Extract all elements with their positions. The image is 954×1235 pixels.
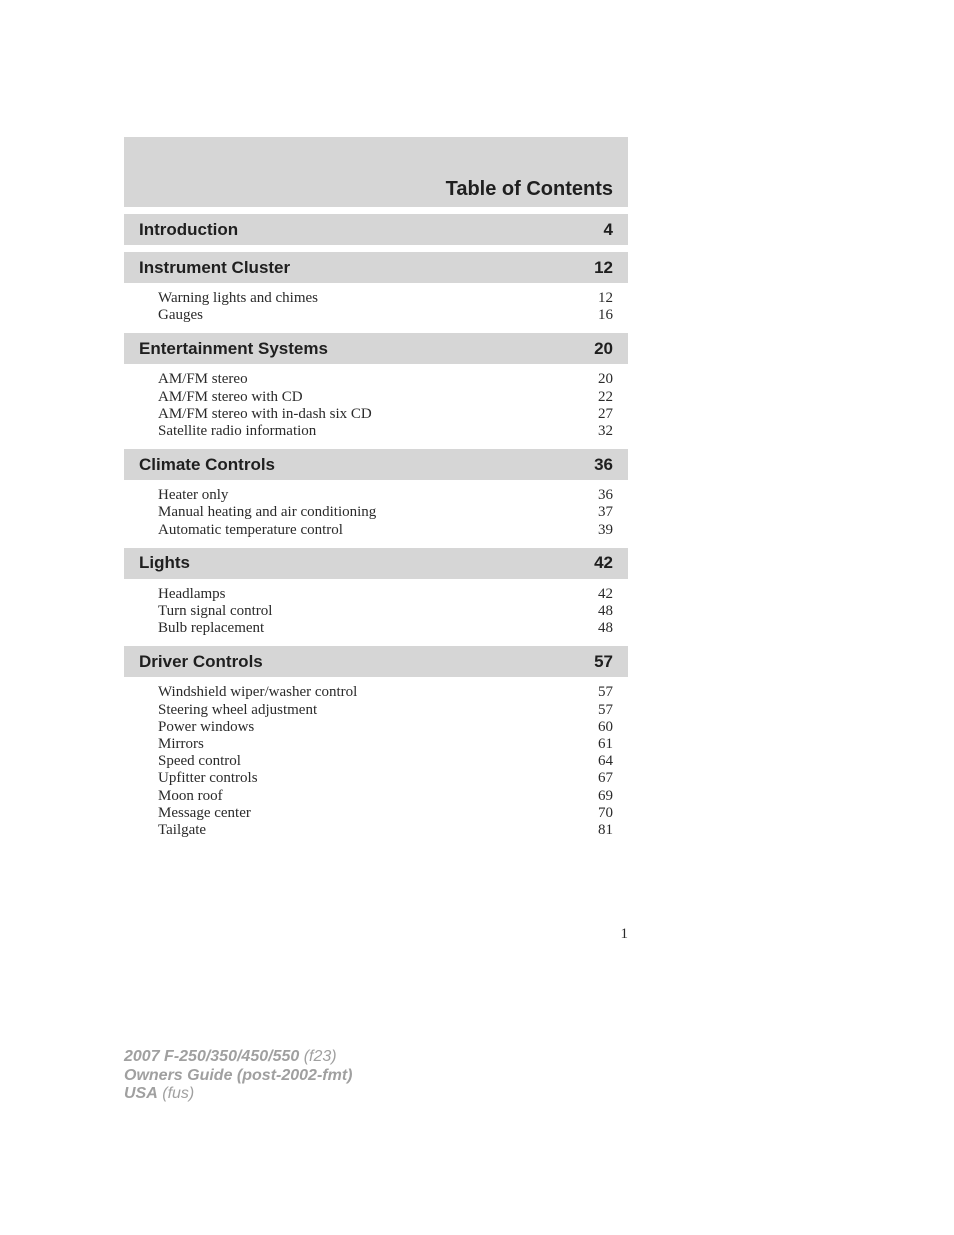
toc-entry-page: 48 (598, 603, 613, 620)
section-page-number: 4 (603, 219, 613, 239)
footer-line-guide (124, 1067, 352, 1086)
section-page-number: 20 (594, 338, 613, 358)
toc-entry-label: AM/FM stereo (158, 371, 248, 388)
toc-entry[interactable] (158, 620, 613, 637)
document-footer (124, 1048, 352, 1104)
toc-entry[interactable] (158, 290, 613, 307)
toc-entry-label: Steering wheel adjustment (158, 701, 318, 718)
footer-line-model (124, 1048, 352, 1067)
toc-entry-page: 81 (598, 822, 613, 839)
toc-entry-page: 70 (598, 804, 613, 821)
section-title: Lights (139, 553, 190, 573)
toc-section-header[interactable] (124, 333, 628, 364)
toc-entry-label: Heater only (158, 487, 229, 504)
page-number: 1 (620, 926, 628, 942)
section-title: Introduction (139, 219, 239, 239)
toc-entry-label: Headlamps (158, 585, 226, 602)
toc-entry-label: Warning lights and chimes (158, 290, 319, 306)
toc-entry-label: Moon roof (158, 787, 223, 804)
toc-entry[interactable] (158, 423, 613, 440)
toc-entry[interactable] (158, 822, 613, 839)
footer-model-code: (f23) (303, 1048, 337, 1065)
toc-entry-label: AM/FM stereo with in-dash six CD (158, 405, 372, 422)
toc-entry-page: 64 (598, 753, 613, 770)
toc-section-header[interactable] (124, 252, 628, 283)
toc-subsection-list (124, 677, 628, 841)
toc-entry[interactable] (158, 736, 613, 753)
toc-entry-page: 57 (598, 701, 613, 718)
toc-entry[interactable] (158, 371, 613, 388)
toc-entry-label: Power windows (158, 718, 255, 735)
toc-subsection-list (124, 579, 628, 640)
toc-entry-page: 42 (598, 585, 613, 602)
footer-region: USA (124, 1085, 158, 1102)
toc-entry[interactable] (158, 684, 613, 701)
section-page-number: 42 (594, 553, 613, 573)
toc-entry-label: Turn signal control (158, 603, 273, 620)
section-page-number: 57 (594, 651, 613, 671)
toc-section-header[interactable] (124, 214, 628, 245)
toc-entry[interactable] (158, 522, 613, 539)
toc-entry[interactable] (158, 788, 613, 805)
footer-line-region (124, 1085, 352, 1104)
toc-entry-page: 61 (598, 736, 613, 753)
toc-entry-page: 60 (598, 718, 613, 735)
section-page-number: 12 (594, 257, 613, 277)
toc-entry[interactable] (158, 702, 613, 719)
toc-entry[interactable] (158, 805, 613, 822)
toc-entry-page: 36 (598, 487, 613, 504)
toc-entry-page: 32 (598, 423, 613, 440)
toc-entry-page: 22 (598, 388, 613, 405)
toc-entry-label: Gauges (158, 307, 203, 324)
toc-entry[interactable] (158, 770, 613, 787)
toc-section-header[interactable] (124, 449, 628, 480)
toc-entry[interactable] (158, 406, 613, 423)
toc-entry-page: 69 (598, 787, 613, 804)
toc-subsection-list (124, 283, 628, 326)
section-title: Entertainment Systems (139, 338, 328, 358)
footer-model: 2007 F-250/350/450/550 (124, 1048, 300, 1065)
table-of-contents (124, 137, 628, 841)
toc-section-header[interactable] (124, 646, 628, 677)
toc-entry-page: 48 (598, 620, 613, 637)
toc-section-header[interactable] (124, 548, 628, 579)
toc-entry-page: 12 (598, 290, 613, 306)
section-title: Driver Controls (139, 651, 263, 671)
toc-entry-page: 27 (598, 405, 613, 422)
toc-entry[interactable] (158, 719, 613, 736)
toc-entry-page: 37 (598, 504, 613, 521)
toc-entry-label: AM/FM stereo with CD (158, 388, 303, 405)
toc-entry[interactable] (158, 307, 613, 324)
toc-entry-label: Mirrors (158, 736, 204, 753)
footer-region-code: (fus) (162, 1085, 195, 1102)
toc-entry-label: Message center (158, 804, 251, 821)
toc-entry-label: Windshield wiper/washer control (158, 684, 358, 701)
toc-entry-label: Speed control (158, 753, 241, 770)
section-title: Instrument Cluster (139, 257, 291, 277)
toc-entry[interactable] (158, 389, 613, 406)
toc-entry[interactable] (158, 603, 613, 620)
toc-entry-label: Tailgate (158, 822, 207, 839)
toc-title-bar (124, 137, 628, 207)
toc-entry-page: 20 (598, 371, 613, 388)
toc-entry-page: 67 (598, 770, 613, 787)
toc-entry-label: Bulb replacement (158, 620, 265, 637)
toc-subsection-list (124, 364, 628, 442)
page-title: Table of Contents (445, 178, 613, 200)
toc-entry-label: Satellite radio information (158, 423, 317, 440)
footer-guide: Owners Guide (post-2002-fmt) (124, 1066, 353, 1084)
toc-entry[interactable] (158, 753, 613, 770)
toc-entry[interactable] (158, 586, 613, 603)
toc-entry-label: Manual heating and air conditioning (158, 504, 377, 521)
toc-entry-page: 39 (598, 521, 613, 538)
toc-entry-label: Automatic temperature control (158, 521, 343, 538)
toc-entry-label: Upfitter controls (158, 770, 258, 787)
toc-subsection-list (124, 480, 628, 541)
section-title: Climate Controls (139, 454, 276, 474)
toc-entry-page: 16 (598, 307, 613, 324)
toc-entry[interactable] (158, 504, 613, 521)
toc-entry[interactable] (158, 487, 613, 504)
section-page-number: 36 (594, 454, 613, 474)
toc-sections (124, 214, 628, 841)
toc-entry-page: 57 (598, 684, 613, 701)
